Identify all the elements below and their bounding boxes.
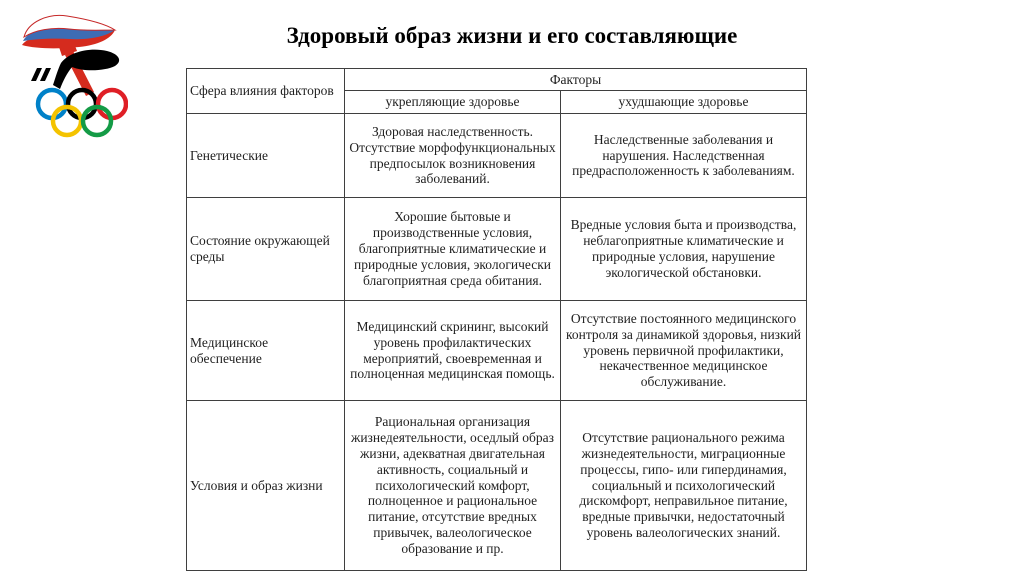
header-factors: Факторы [345, 69, 807, 91]
strengthening-cell: Хорошие бытовые и производственные условия, благоприятные климатические и природные условия, экологически благоприятная среда обитания. [345, 198, 561, 301]
table-row-genetic [187, 114, 807, 198]
header-strengthening: укрепляющие здоровье [345, 91, 561, 114]
worsening-cell: Отсутствие рационального режима жизнедеятельности, миграционные процессы, гипо- или гипердинамия, социальный и психологический дискомфорт, неправильное питание, вредные привычки, недостаточный уровень валеологических знаний. [561, 401, 807, 571]
olympic-rings-icon [38, 90, 126, 135]
sphere-cell: Медицинское обеспечение [187, 301, 345, 401]
sphere-cell: Состояние окружающей среды [187, 198, 345, 301]
strengthening-cell: Здоровая наследственность. Отсутствие морфофункциональных предпосылок возникновения заболеваний. [345, 114, 561, 198]
worsening-cell: Наследственные заболевания и нарушения. Наследственная предрасположенность к заболеваниям. [561, 114, 807, 198]
sphere-cell: Генетические [187, 114, 345, 198]
header-worsening: ухудшающие здоровье [561, 91, 807, 114]
table-row-medical [187, 301, 807, 401]
table-row-lifestyle [187, 401, 807, 571]
header-row-top [187, 69, 807, 91]
torch-slashes-icon [31, 68, 51, 81]
worsening-cell: Отсутствие постоянного медицинского контроля за динамикой здоровья, низкий уровень первичной профилактики, некачественное медицинское обслуживание. [561, 301, 807, 401]
factors-table [186, 68, 807, 571]
table-row-environment [187, 198, 807, 301]
sphere-cell: Условия и образ жизни [187, 401, 345, 571]
strengthening-cell: Медицинский скрининг, высокий уровень профилактических мероприятий, своевременная и полноценная медицинская помощь. [345, 301, 561, 401]
slide-title: Здоровый образ жизни и его составляющие [286, 23, 738, 48]
header-sphere: Сфера влияния факторов [187, 69, 345, 114]
strengthening-cell: Рациональная организация жизнедеятельности, оседлый образ жизни, адекватная двигательная активность, социальный и психологический комфорт, полноценное и рациональное питание, отсутствие вредных привычек, валеологическое образование и пр. [345, 401, 561, 571]
worsening-cell: Вредные условия быта и производства, неблагоприятные климатические и природные условия, нарушение экологической обстановки. [561, 198, 807, 301]
